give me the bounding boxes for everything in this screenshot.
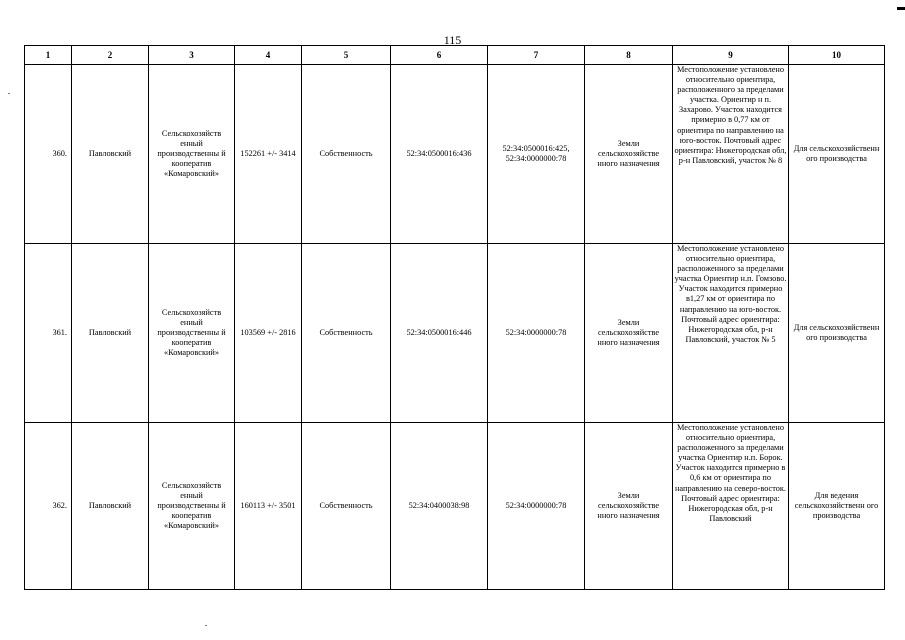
location-cell: Местоположение установлено относительно ориентира, расположенного за пределами участка Ориентир н.п. Борок. Участок находится примерно в 0,6 км от ориентира по направлению на северо-восток. Почтовый адрес ориентира: Нижегородская обл, р-н Павловский — [673, 423, 789, 590]
row-number: 360. — [25, 65, 72, 244]
cadastral-number-cell: 52:34:0400038:98 — [391, 423, 488, 590]
table-row — [25, 423, 885, 590]
scan-speck — [8, 93, 10, 94]
column-header: 6 — [391, 46, 488, 65]
column-header: 8 — [585, 46, 673, 65]
column-header: 4 — [235, 46, 302, 65]
right-cell: Собственность — [302, 423, 391, 590]
column-number-row — [25, 46, 885, 65]
area-cell: 160113 +/- 3501 — [235, 423, 302, 590]
right-cell: Собственность — [302, 65, 391, 244]
column-header: 5 — [302, 46, 391, 65]
included-numbers-cell: 52:34:0500016:425, 52:34:0000000:78 — [488, 65, 585, 244]
land-category-cell: Земли сельскохозяйстве нного назначения — [585, 244, 673, 423]
location-cell: Местоположение установлено относительно ориентира, расположенного за пределами участка Ориентир н.п. Гомзово. Участок находится примерно в1,27 км от ориентира по направлению на юго-восток. Почтовый адрес ориентира: Нижегородская обл, р-н Павловский, участок № 5 — [673, 244, 789, 423]
column-header: 1 — [25, 46, 72, 65]
right-cell: Собственность — [302, 244, 391, 423]
scan-corner-mark — [897, 7, 905, 10]
table-row — [25, 244, 885, 423]
scan-speck — [205, 625, 207, 626]
column-header: 9 — [673, 46, 789, 65]
table-row — [25, 65, 885, 244]
column-header: 2 — [72, 46, 149, 65]
column-header: 10 — [789, 46, 885, 65]
owner-cell: Сельскохозяйств енный производственны й кооператив «Комаровский» — [149, 423, 235, 590]
district-cell: Павловский — [72, 244, 149, 423]
included-numbers-cell: 52:34:0000000:78 — [488, 244, 585, 423]
cadastral-number-cell: 52:34:0500016:446 — [391, 244, 488, 423]
row-number: 362. — [25, 423, 72, 590]
permitted-use-cell: Для сельскохозяйственн ого производства — [789, 65, 885, 244]
district-cell: Павловский — [72, 423, 149, 590]
cadastral-number-cell: 52:34:0500016:436 — [391, 65, 488, 244]
owner-cell: Сельскохозяйств енный производственны й кооператив «Комаровский» — [149, 65, 235, 244]
included-numbers-cell: 52:34:0000000:78 — [488, 423, 585, 590]
land-category-cell: Земли сельскохозяйстве нного назначения — [585, 65, 673, 244]
column-header: 7 — [488, 46, 585, 65]
area-cell: 103569 +/- 2816 — [235, 244, 302, 423]
permitted-use-cell: Для сельскохозяйственн ого производства — [789, 244, 885, 423]
land-registry-table — [24, 45, 885, 590]
district-cell: Павловский — [72, 65, 149, 244]
area-cell: 152261 +/- 3414 — [235, 65, 302, 244]
page-number: 115 — [443, 33, 462, 47]
row-number: 361. — [25, 244, 72, 423]
location-cell: Местоположение установлено относительно ориентира, расположенного за пределами участка. Ориентир н п. Захарово. Участок находится примерно в 0,77 км от ориентира по направлению на юго-восток. Почтовый адрес ориентира: Нижегородская обл, р-н Павловский, участок № 8 — [673, 65, 789, 244]
land-category-cell: Земли сельскохозяйстве нного назначения — [585, 423, 673, 590]
permitted-use-cell: Для ведения сельскохозяйственн ого производства — [789, 423, 885, 590]
owner-cell: Сельскохозяйств енный производственны й кооператив «Комаровский» — [149, 244, 235, 423]
column-header: 3 — [149, 46, 235, 65]
